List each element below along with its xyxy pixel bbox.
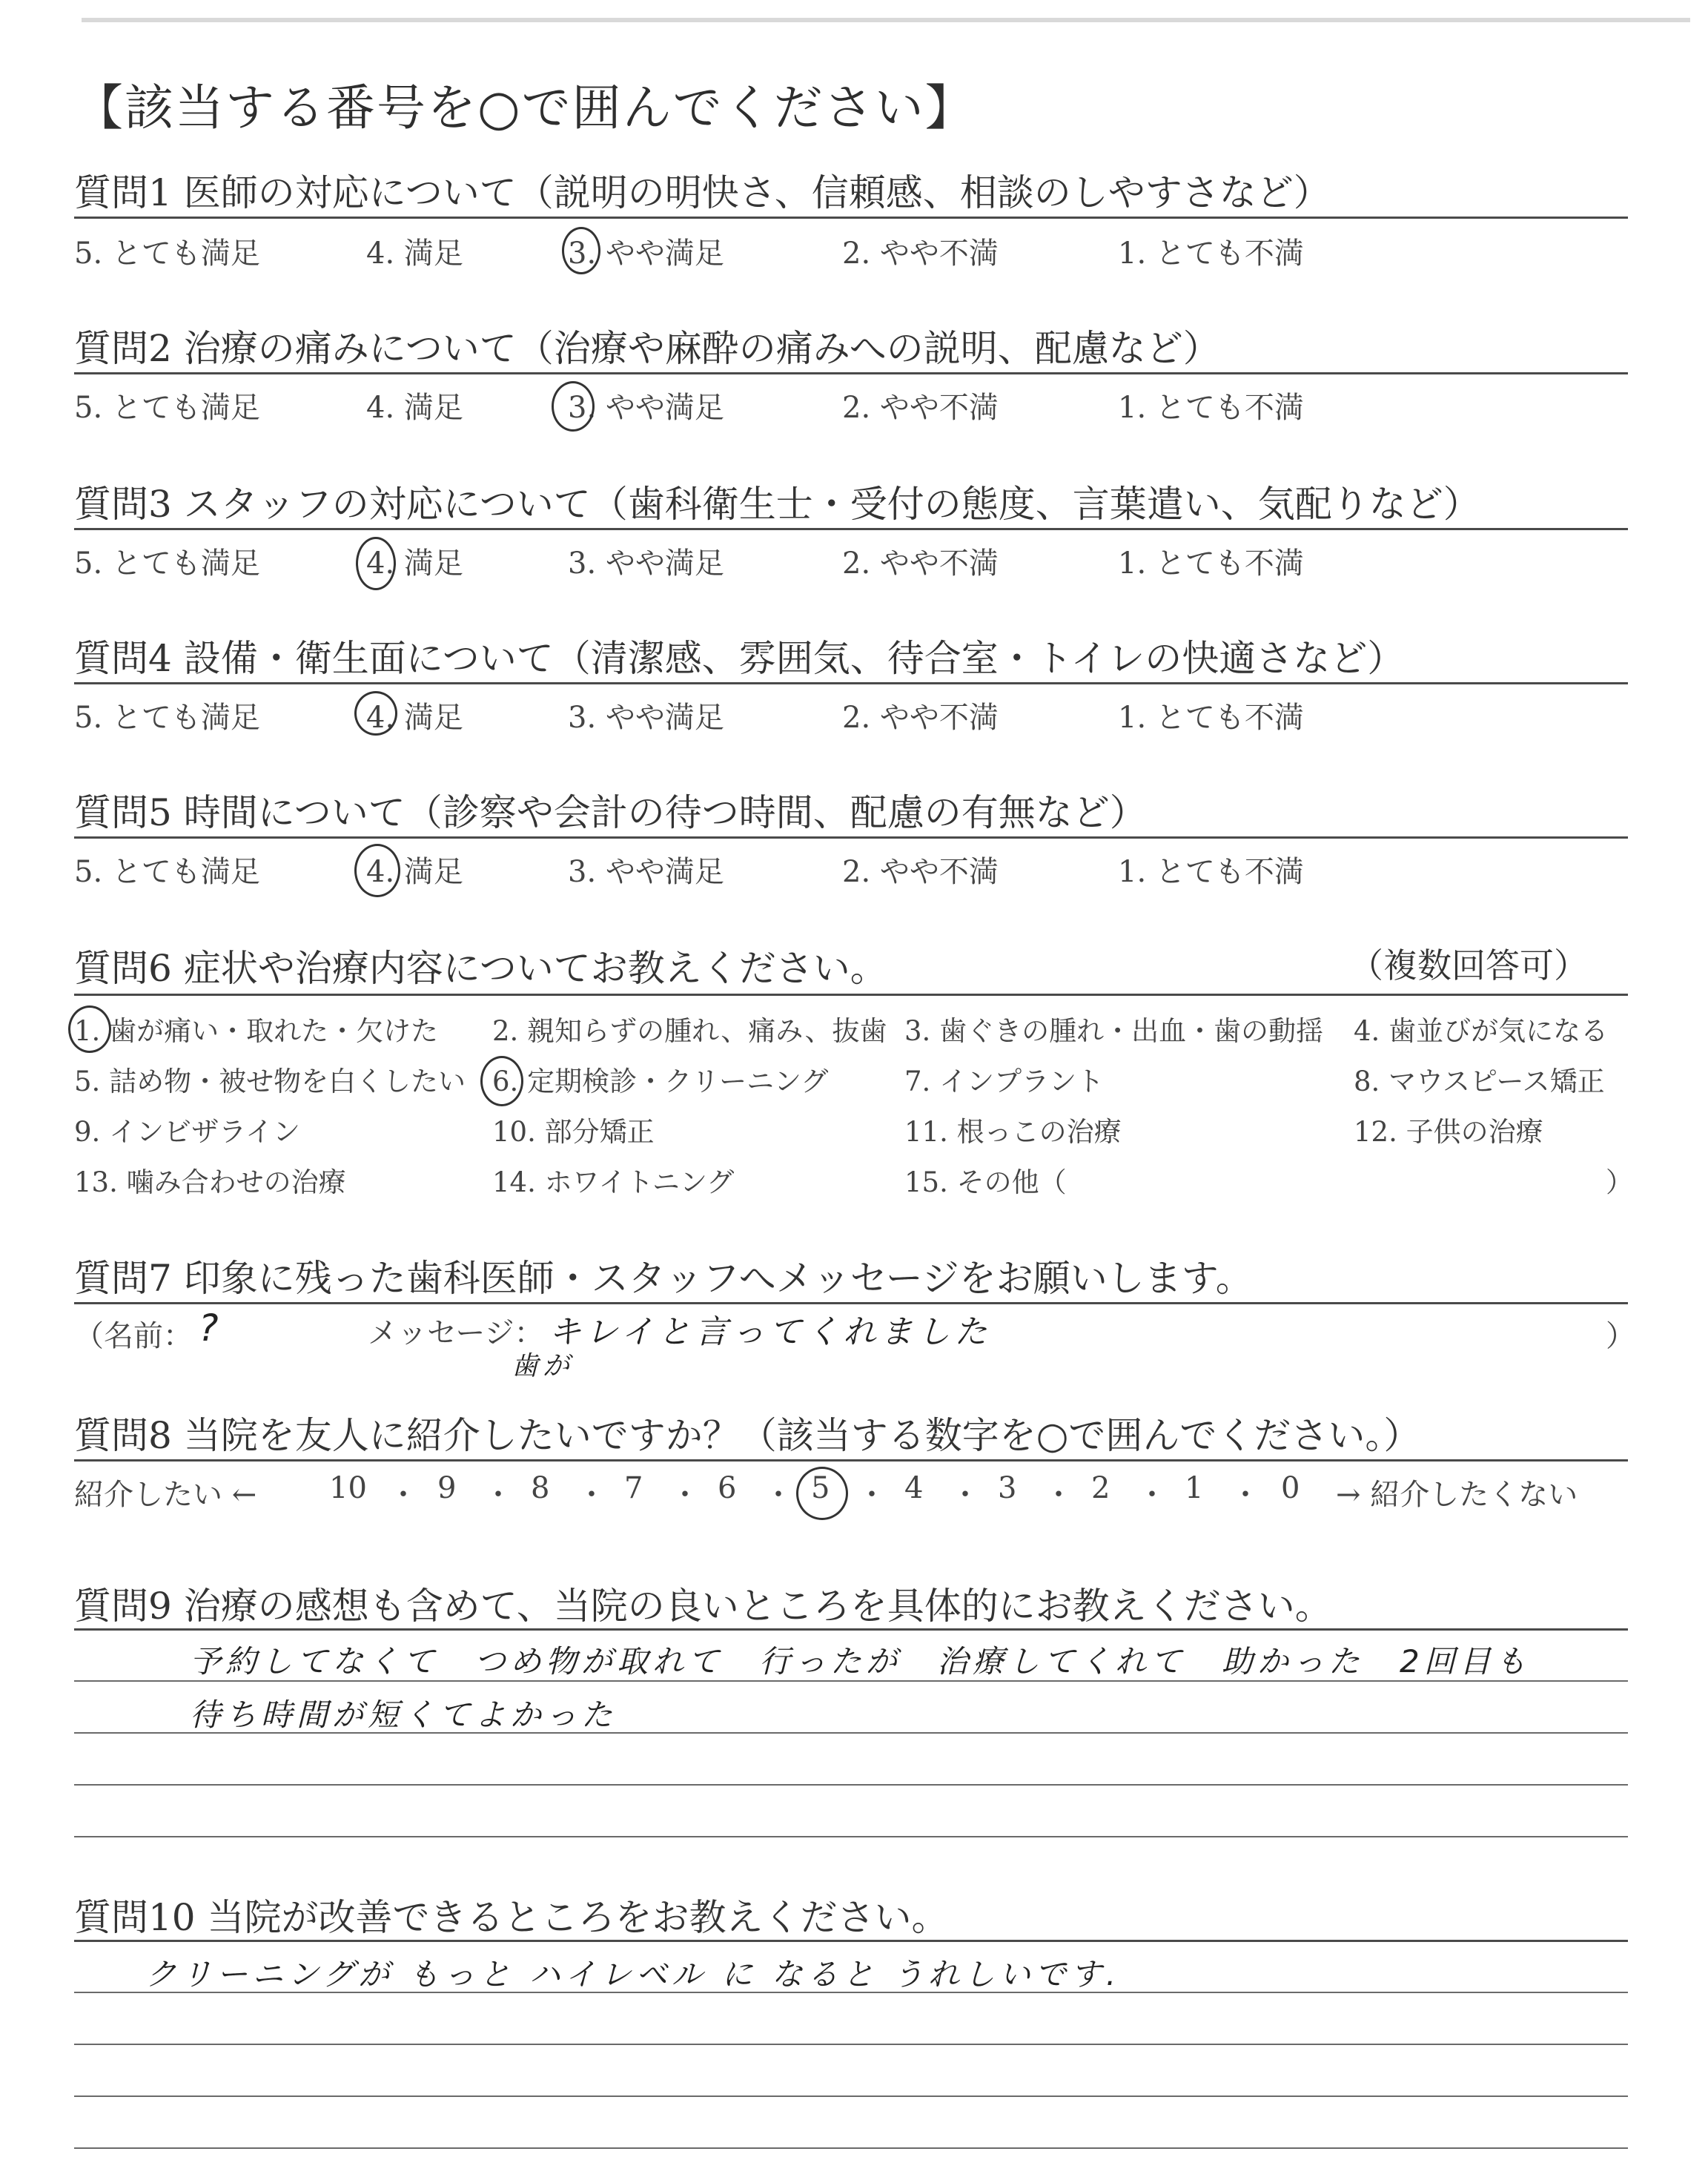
q1-selected-circle xyxy=(562,227,600,274)
q8-right-label: → 紹介したくない xyxy=(1336,1478,1578,1512)
q1-option-3[interactable]: 3. やや満足 xyxy=(568,237,724,271)
q1-option-4[interactable]: 4. 満足 xyxy=(366,237,463,271)
q10-underline xyxy=(74,1940,1628,1942)
q6-option-1[interactable]: 1. 歯が痛い・取れた・欠けた xyxy=(74,1015,439,1047)
q4-option-1[interactable]: 1. とても不満 xyxy=(1118,701,1304,735)
q8-value-3[interactable]: 3 xyxy=(998,1471,1017,1505)
top-border xyxy=(82,18,1690,22)
q6-option-14[interactable]: 14. ホワイトニング xyxy=(492,1166,735,1198)
q3-underline xyxy=(74,528,1628,530)
q2-selected-circle xyxy=(552,381,595,432)
q5-option-4[interactable]: 4. 満足 xyxy=(366,855,463,889)
q8-value-7[interactable]: 7 xyxy=(624,1471,643,1505)
q4-option-4[interactable]: 4. 満足 xyxy=(366,701,463,735)
q4-underline xyxy=(74,682,1628,684)
q9-answer-line-4 xyxy=(74,1836,1628,1837)
q7-message-value: キレイと言ってくれました xyxy=(549,1313,992,1351)
q6-option-3[interactable]: 3. 歯ぐきの腫れ・出血・歯の動揺 xyxy=(904,1015,1324,1047)
q5-selected-circle xyxy=(354,844,400,897)
q7-message-label: メッセージ： xyxy=(368,1316,544,1350)
q6-underline xyxy=(74,994,1628,996)
q8-selected-circle xyxy=(796,1467,848,1520)
q8-separator: ・ xyxy=(1044,1478,1073,1512)
q8-left-label: 紹介したい ← xyxy=(74,1478,257,1512)
q8-underline xyxy=(74,1459,1628,1462)
q2-option-5[interactable]: 5. とても満足 xyxy=(74,391,260,425)
q8-value-8[interactable]: 8 xyxy=(531,1471,550,1505)
q7-insertion: 歯が xyxy=(512,1351,575,1381)
q6-option-4[interactable]: 4. 歯並びが気になる xyxy=(1354,1015,1609,1047)
q6-note: （複数回答可） xyxy=(1349,945,1588,985)
q8-separator: ・ xyxy=(670,1478,700,1512)
q7-underline xyxy=(74,1302,1628,1304)
q5-underline xyxy=(74,836,1628,839)
q4-option-5[interactable]: 5. とても満足 xyxy=(74,701,260,735)
q8-value-0[interactable]: 0 xyxy=(1281,1471,1300,1505)
q8-separator: ・ xyxy=(1231,1478,1260,1512)
q2-title: 質問2 治療の痛みについて（治療や麻酔の痛みへの説明、配慮など） xyxy=(74,327,1220,370)
q1-option-5[interactable]: 5. とても満足 xyxy=(74,237,260,271)
q8-separator: ・ xyxy=(483,1478,513,1512)
q9-answer-text-2: 待ち時間が短くてよかった xyxy=(190,1697,618,1733)
q3-option-2[interactable]: 2. やや不満 xyxy=(842,546,999,581)
q4-selected-circle xyxy=(354,691,397,736)
q10-title: 質問10 当院が改善できるところをお教えください。 xyxy=(74,1896,949,1939)
q10-answer-text-1: クリーニングが もっと ハイレベル に なると うれしいです. xyxy=(145,1956,1121,1992)
q8-value-9[interactable]: 9 xyxy=(437,1471,457,1505)
q10-answer-line-2 xyxy=(74,2044,1628,2045)
q3-option-3[interactable]: 3. やや満足 xyxy=(568,546,724,581)
q1-title: 質問1 医師の対応について（説明の明快さ、信頼感、相談のしやすさなど） xyxy=(74,171,1331,214)
q10-answer-line-4 xyxy=(74,2147,1628,2149)
q6-option-5[interactable]: 5. 詰め物・被せ物を白くしたい xyxy=(74,1066,466,1097)
q8-title: 質問8 当院を友人に紹介したいですか？（該当する数字を○で囲んでください。） xyxy=(74,1414,1421,1457)
q7-title: 質問7 印象に残った歯科医師・スタッフへメッセージをお願いします。 xyxy=(74,1257,1253,1300)
q6-option-2[interactable]: 2. 親知らずの腫れ、痛み、抜歯 xyxy=(492,1015,887,1047)
q9-underline xyxy=(74,1628,1628,1631)
q8-value-10[interactable]: 10 xyxy=(329,1471,367,1505)
q5-title: 質問5 時間について（診察や会計の待つ時間、配慮の有無など） xyxy=(74,791,1147,834)
q10-answer-line-3 xyxy=(74,2095,1628,2097)
q1-option-1[interactable]: 1. とても不満 xyxy=(1118,237,1304,271)
q2-underline xyxy=(74,372,1628,374)
q8-value-4[interactable]: 4 xyxy=(904,1471,924,1505)
q2-option-1[interactable]: 1. とても不満 xyxy=(1118,391,1304,425)
q3-selected-circle xyxy=(356,537,396,590)
q5-option-2[interactable]: 2. やや不満 xyxy=(842,855,999,889)
q9-answer-text-1: 予約してなくて つめ物が取れて 行ったが 治療してくれて 助かった 2回目も xyxy=(190,1643,1531,1680)
q8-value-2[interactable]: 2 xyxy=(1091,1471,1110,1505)
q6-option-12[interactable]: 12. 子供の治療 xyxy=(1354,1116,1543,1148)
q4-option-3[interactable]: 3. やや満足 xyxy=(568,701,724,735)
q6-selected-circle-1 xyxy=(68,1005,111,1053)
q8-separator: ・ xyxy=(764,1478,793,1512)
q8-separator: ・ xyxy=(388,1478,418,1512)
q7-name-value: ? xyxy=(199,1307,223,1350)
q6-selected-circle-6 xyxy=(480,1056,523,1106)
q8-separator: ・ xyxy=(1137,1478,1167,1512)
q4-title: 質問4 設備・衛生面について（清潔感、雰囲気、待合室・トイレの快適さなど） xyxy=(74,637,1405,680)
q6-option-15[interactable]: 15. その他（ xyxy=(904,1166,1067,1198)
q3-option-1[interactable]: 1. とても不満 xyxy=(1118,546,1304,581)
q8-value-6[interactable]: 6 xyxy=(718,1471,737,1505)
q1-option-2[interactable]: 2. やや不満 xyxy=(842,237,999,271)
q2-option-4[interactable]: 4. 満足 xyxy=(366,391,463,425)
q5-option-1[interactable]: 1. とても不満 xyxy=(1118,855,1304,889)
q6-option-13[interactable]: 13. 噛み合わせの治療 xyxy=(74,1166,346,1198)
q6-option-11[interactable]: 11. 根っこの治療 xyxy=(904,1116,1122,1148)
q4-option-2[interactable]: 2. やや不満 xyxy=(842,701,999,735)
page-title: 【該当する番号を○で囲んでください】 xyxy=(74,79,976,136)
q6-option-10[interactable]: 10. 部分矯正 xyxy=(492,1116,655,1148)
q7-name-label: （名前： xyxy=(74,1319,193,1353)
q8-value-5[interactable]: 5 xyxy=(811,1471,830,1505)
q6-option-8[interactable]: 8. マウスピース矯正 xyxy=(1354,1066,1605,1097)
q3-option-5[interactable]: 5. とても満足 xyxy=(74,546,260,581)
q8-separator: ・ xyxy=(577,1478,606,1512)
q2-option-2[interactable]: 2. やや不満 xyxy=(842,391,999,425)
q5-option-3[interactable]: 3. やや満足 xyxy=(568,855,724,889)
q6-title: 質問6 症状や治療内容についてお教えください。 xyxy=(74,947,887,990)
q5-option-5[interactable]: 5. とても満足 xyxy=(74,855,260,889)
q9-answer-line-3 xyxy=(74,1784,1628,1786)
q6-other-close-paren: ） xyxy=(1606,1166,1633,1198)
q1-underline xyxy=(74,217,1628,219)
q8-separator: ・ xyxy=(857,1478,887,1512)
q6-option-9[interactable]: 9. インビザライン xyxy=(74,1116,300,1148)
q8-separator: ・ xyxy=(950,1478,980,1512)
q6-option-6[interactable]: 6. 定期検診・クリーニング xyxy=(492,1066,829,1097)
q2-option-3[interactable]: 3. やや満足 xyxy=(568,391,724,425)
q9-title: 質問9 治療の感想も含めて、当院の良いところを具体的にお教えください。 xyxy=(74,1585,1332,1628)
q6-option-7[interactable]: 7. インプラント xyxy=(904,1066,1105,1097)
q8-value-1[interactable]: 1 xyxy=(1185,1471,1204,1505)
q3-option-4[interactable]: 4. 満足 xyxy=(366,546,463,581)
q3-title: 質問3 スタッフの対応について（歯科衛生士・受付の態度、言葉遣い、気配りなど） xyxy=(74,483,1480,526)
q7-close-paren: ） xyxy=(1606,1319,1635,1353)
